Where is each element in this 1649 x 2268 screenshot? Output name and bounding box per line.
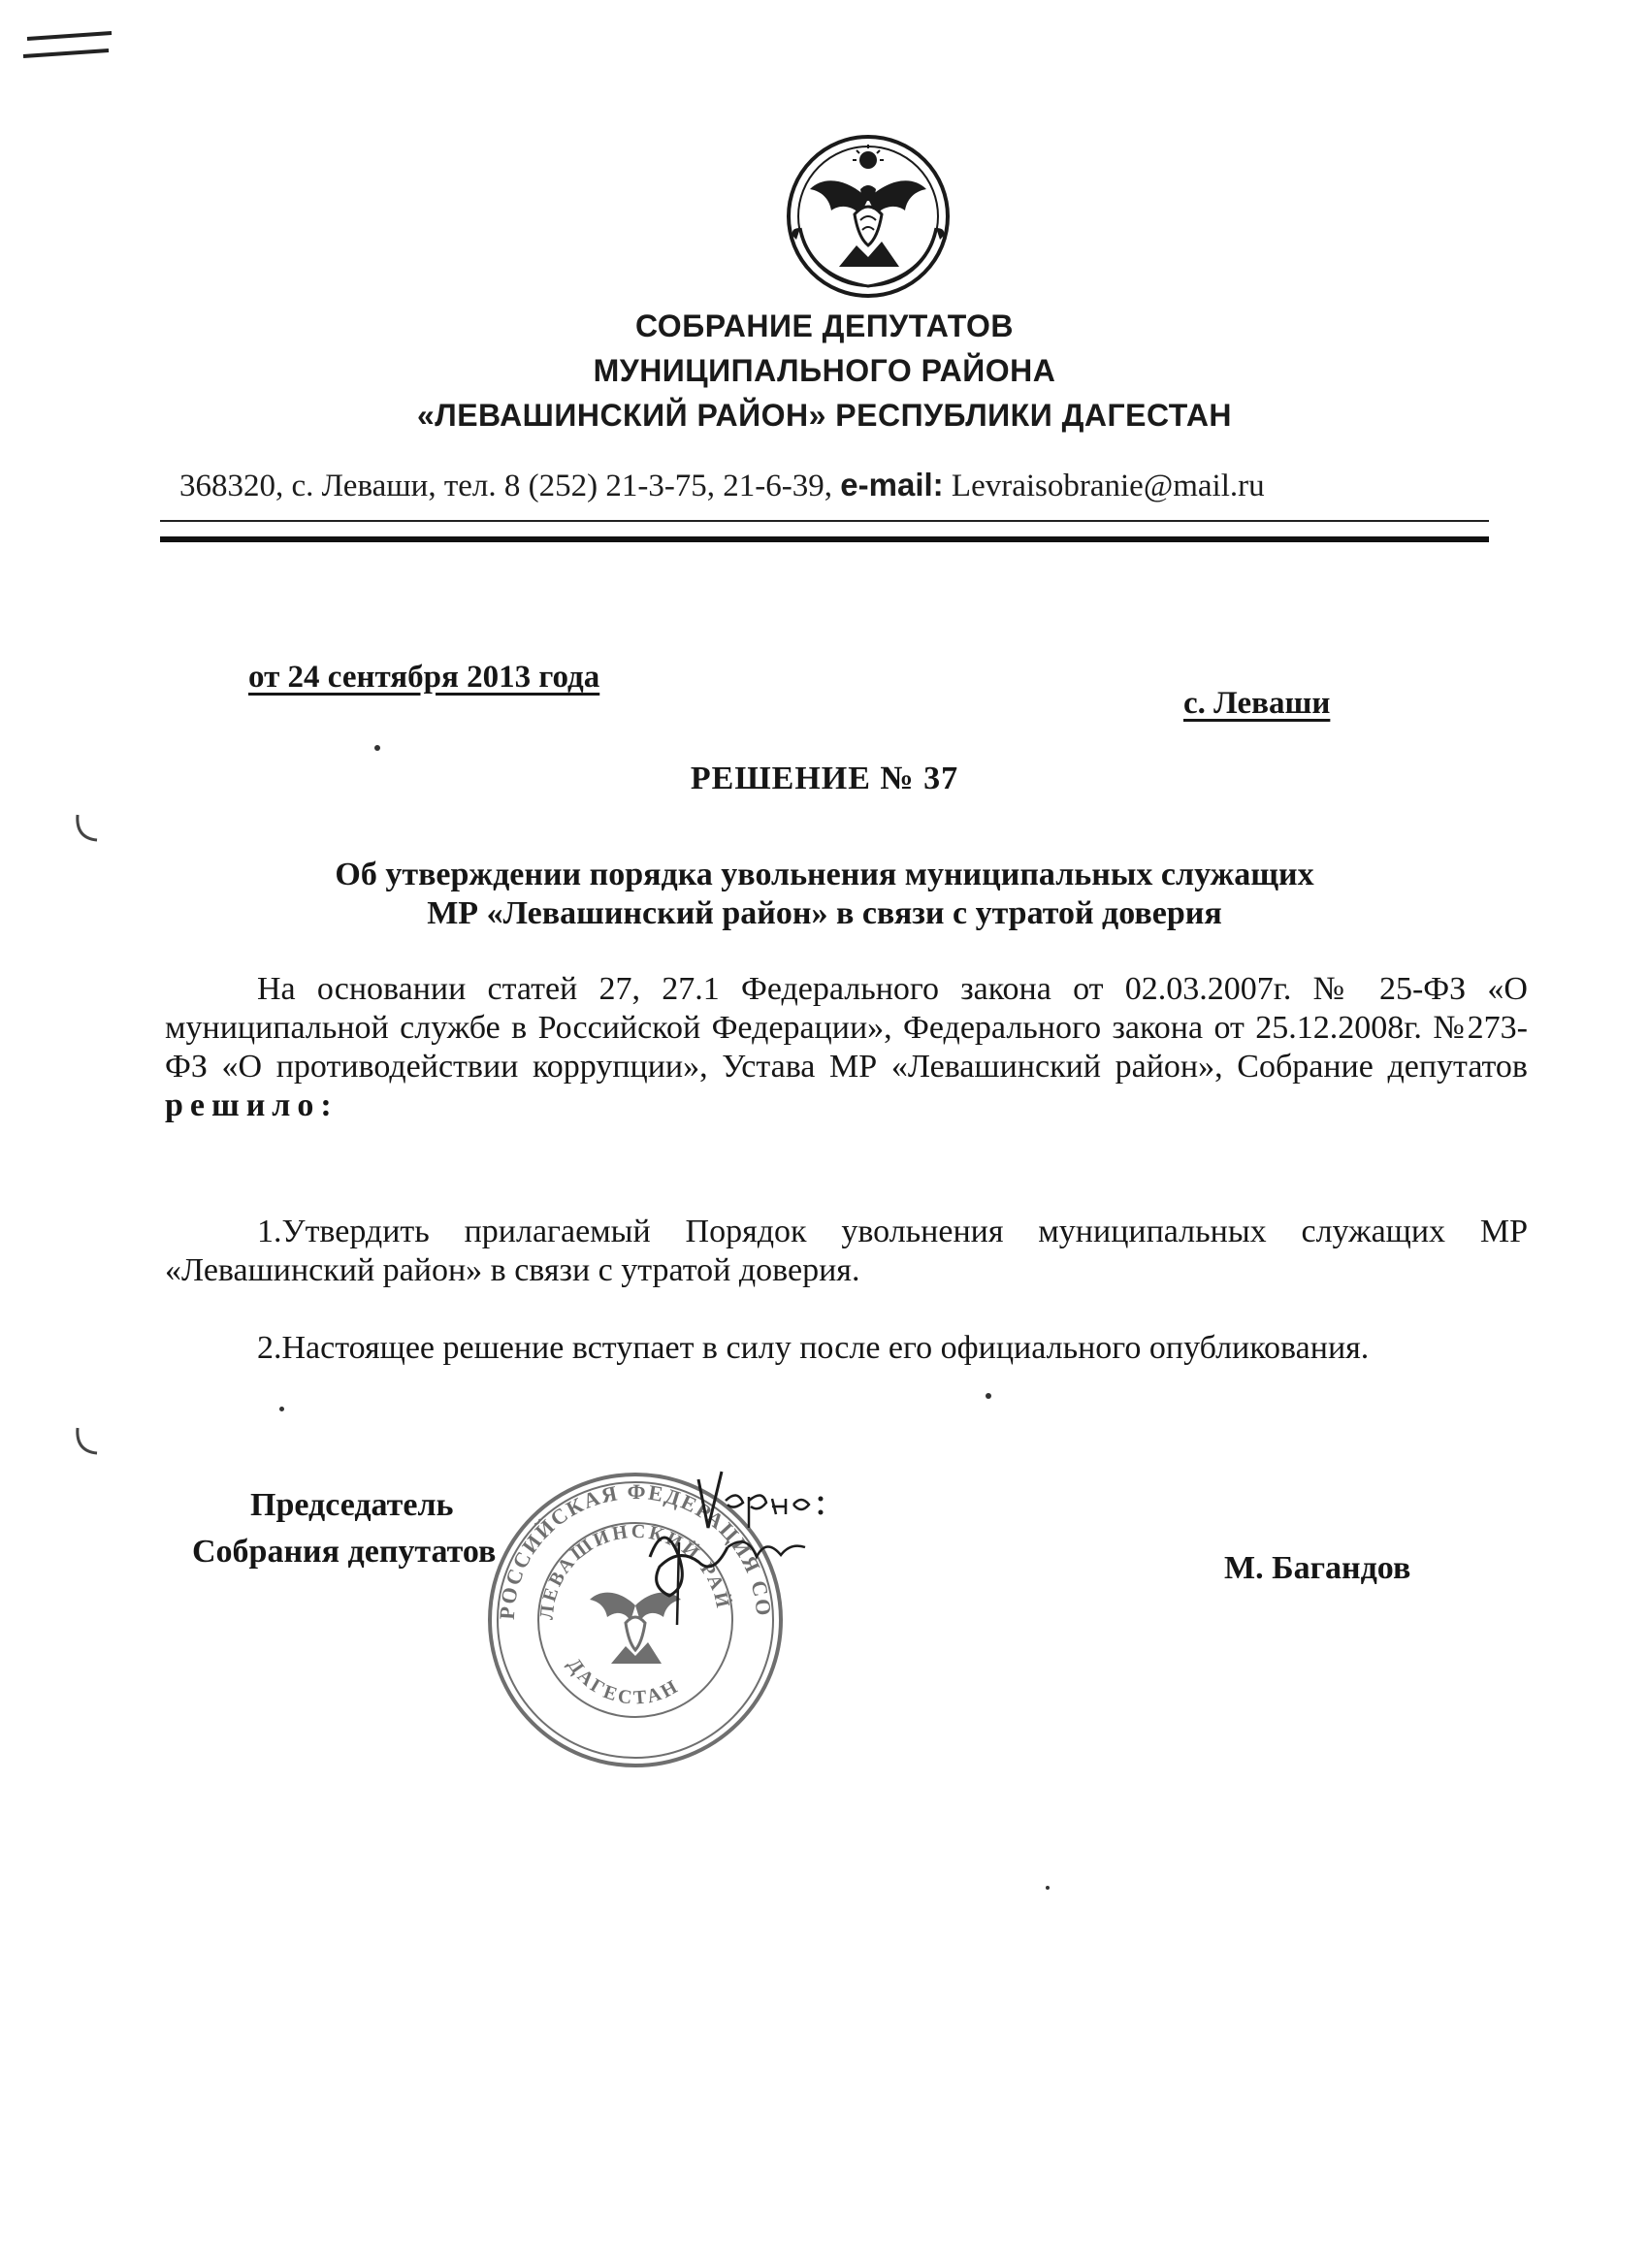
email-label: e-mail: bbox=[840, 467, 944, 502]
punch-hole-mark bbox=[72, 813, 101, 844]
header-divider bbox=[160, 520, 1489, 522]
resolved-word: решило: bbox=[165, 1087, 339, 1123]
item-1-paragraph bbox=[165, 1213, 1528, 1290]
coat-of-arms-emblem bbox=[771, 131, 965, 306]
item-2-paragraph bbox=[165, 1329, 1528, 1368]
document-place: с. Леваши bbox=[1183, 686, 1331, 721]
email-address: Levraisobranie@mail.ru bbox=[943, 469, 1265, 503]
signer-title-line-2: Собрания депутатов bbox=[192, 1534, 497, 1570]
stamp-bottom-text: ДАГЕСТАН bbox=[563, 1654, 684, 1709]
contact-address bbox=[179, 466, 1265, 505]
organization-name-line-1: СОБРАНИЕ ДЕПУТАТОВ bbox=[634, 308, 1015, 343]
scan-speck bbox=[986, 1393, 991, 1399]
document-date: от 24 сентября 2013 года bbox=[248, 660, 600, 695]
stamp-inner-text: ЛЕВАШИНСКИЙ РАЙ bbox=[535, 1520, 734, 1621]
signer-name: М. Багандов bbox=[1224, 1550, 1411, 1586]
decision-subject-line-2: МР «Левашинский район» в связи с утратой доверия bbox=[427, 895, 1222, 931]
scan-speck bbox=[374, 745, 380, 751]
organization-name-line-2: МУНИЦИПАЛЬНОГО РАЙОНА bbox=[593, 353, 1056, 388]
organization-name-line-3: «ЛЕВАШИНСКИЙ РАЙОН» РЕСПУБЛИКИ ДАГЕСТАН bbox=[416, 398, 1233, 433]
preamble-text: На основании статей 27, 27.1 Федерального закона от 02.03.2007г. № 25-ФЗ «О муниципальной службе в Российской Федерации», Федерального закона от 25.12.2008г. №273-ФЗ «О противодействии коррупции», Устава МР «Левашинский район», Собрание депутатов bbox=[165, 971, 1528, 1085]
header-divider-thick bbox=[160, 536, 1489, 542]
scan-speck bbox=[1046, 1886, 1050, 1890]
signer-title-line-1: Председатель bbox=[250, 1487, 454, 1523]
decision-title: РЕШЕНИЕ № 37 bbox=[690, 761, 959, 796]
preamble-paragraph bbox=[165, 970, 1528, 1125]
scan-mark bbox=[19, 21, 116, 66]
handwritten-signature bbox=[621, 1450, 873, 1644]
address-text: 368320, с. Леваши, тел. 8 (252) 21-3-75, 21-6-39, bbox=[179, 469, 841, 503]
decision-subject-line-1: Об утверждении порядка увольнения муниципальных служащих bbox=[335, 857, 1314, 892]
item-2-text: 2.Настоящее решение вступает в силу после его официального опубликования. bbox=[257, 1330, 1370, 1366]
item-1-text: 1.Утвердить прилагаемый Порядок увольнения муниципальных служащих МР «Левашинский район» в связи с утратой доверия. bbox=[165, 1214, 1528, 1288]
stamp-outer-text: РОССИЙСКАЯ ФЕДЕРАЦИЯ СО bbox=[494, 1478, 777, 1621]
dagestan-coat-of-arms-icon bbox=[771, 131, 965, 306]
punch-hole-mark bbox=[72, 1426, 101, 1457]
scan-speck bbox=[279, 1407, 284, 1411]
